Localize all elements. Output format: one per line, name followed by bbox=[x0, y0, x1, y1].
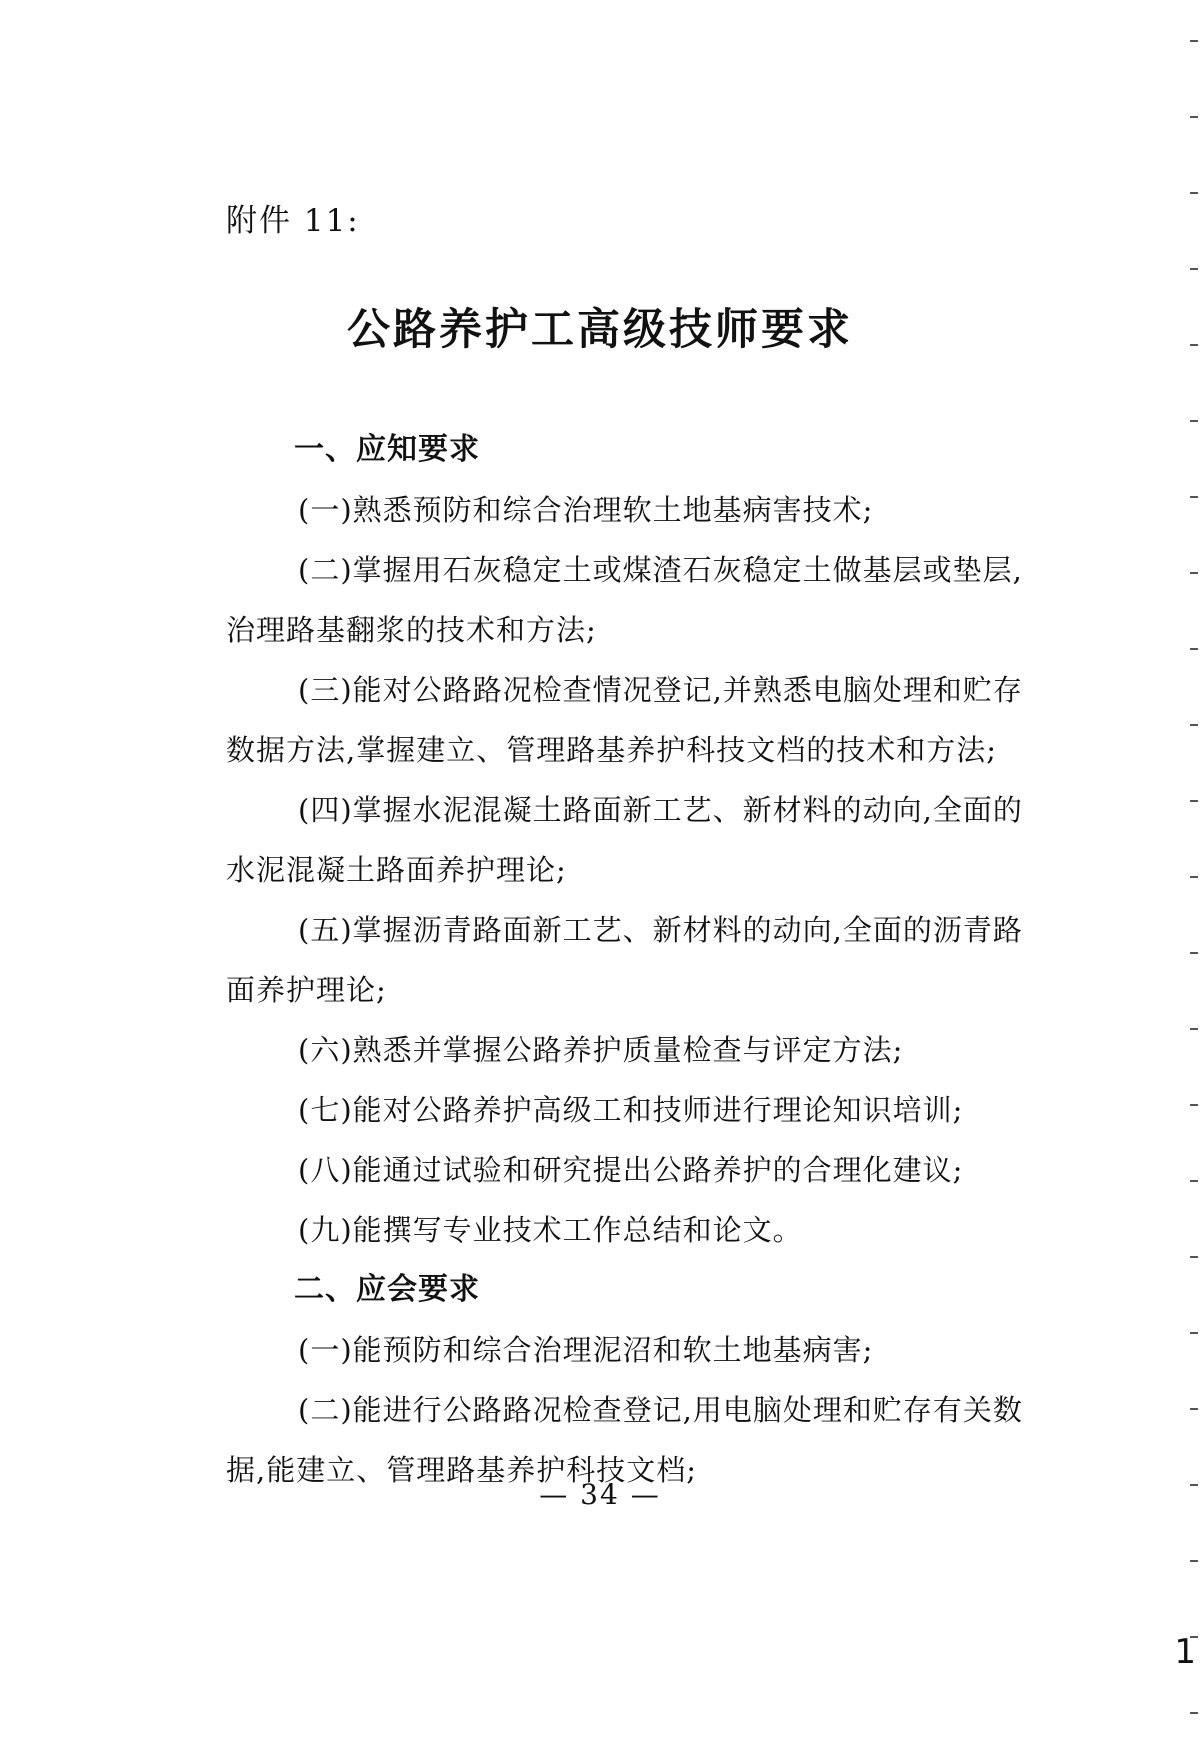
edge-tick bbox=[1190, 1408, 1198, 1410]
edge-tick bbox=[1190, 1028, 1198, 1030]
edge-tick bbox=[1190, 1332, 1198, 1334]
edge-tick bbox=[1190, 648, 1198, 650]
paragraph-line: (四)掌握水泥混凝土路面新工艺、新材料的动向,全面的 bbox=[298, 793, 1023, 827]
paragraph-line: 面养护理论; bbox=[226, 973, 387, 1007]
edge-tick bbox=[1190, 1104, 1198, 1106]
section-heading: 二、应会要求 bbox=[294, 1272, 480, 1307]
paragraph-line: (一)熟悉预防和综合治理软土地基病害技术; bbox=[298, 493, 874, 527]
paragraph-line: (九)能撰写专业技术工作总结和论文。 bbox=[298, 1213, 803, 1247]
edge-tick bbox=[1190, 40, 1198, 42]
paragraph-line: 治理路基翻浆的技术和方法; bbox=[226, 613, 597, 647]
edge-tick bbox=[1190, 1712, 1198, 1714]
attachment-label: 附件 11: bbox=[226, 203, 360, 239]
paragraph-line: (六)熟悉并掌握公路养护质量检查与评定方法; bbox=[298, 1033, 904, 1067]
page-number: — 34 — bbox=[539, 1478, 661, 1511]
edge-tick bbox=[1190, 1484, 1198, 1486]
edge-tick bbox=[1190, 496, 1198, 498]
edge-tick bbox=[1190, 192, 1198, 194]
paragraph-line: 水泥混凝土路面养护理论; bbox=[226, 853, 567, 887]
edge-tick bbox=[1190, 116, 1198, 118]
edge-tick bbox=[1190, 952, 1198, 954]
edge-tick bbox=[1190, 1256, 1198, 1258]
edge-tick bbox=[1190, 572, 1198, 574]
edge-tick bbox=[1190, 420, 1198, 422]
paragraph-line: (三)能对公路路况检查情况登记,并熟悉电脑处理和贮存 bbox=[298, 673, 1023, 707]
paragraph-line: (五)掌握沥青路面新工艺、新材料的动向,全面的沥青路 bbox=[298, 913, 1023, 947]
paragraph-line: (八)能通过试验和研究提出公路养护的合理化建议; bbox=[298, 1153, 964, 1187]
paragraph-line: 据,能建立、管理路基养护科技文档; bbox=[226, 1453, 697, 1487]
document-body bbox=[226, 420, 1126, 1500]
scan-edge-marks bbox=[1186, 0, 1200, 1754]
paragraph-line: (二)掌握用石灰稳定土或煤渣石灰稳定土做基层或垫层, bbox=[298, 553, 1023, 587]
scan-edge-glyph: 1 bbox=[1174, 1632, 1196, 1672]
edge-tick bbox=[1190, 724, 1198, 726]
edge-tick bbox=[1190, 344, 1198, 346]
edge-tick bbox=[1190, 268, 1198, 270]
paragraph-line: (七)能对公路养护高级工和技师进行理论知识培训; bbox=[298, 1093, 964, 1127]
edge-tick bbox=[1190, 876, 1198, 878]
edge-tick bbox=[1190, 800, 1198, 802]
document-title: 公路养护工高级技师要求 bbox=[347, 305, 853, 355]
paragraph-line: (二)能进行公路路况检查登记,用电脑处理和贮存有关数 bbox=[298, 1393, 1023, 1427]
edge-tick bbox=[1190, 1560, 1198, 1562]
edge-tick bbox=[1190, 1180, 1198, 1182]
paragraph-line: 数据方法,掌握建立、管理路基养护科技文档的技术和方法; bbox=[226, 733, 997, 767]
section-heading: 一、应知要求 bbox=[294, 432, 480, 467]
paragraph-line: (一)能预防和综合治理泥沼和软土地基病害; bbox=[298, 1333, 874, 1367]
